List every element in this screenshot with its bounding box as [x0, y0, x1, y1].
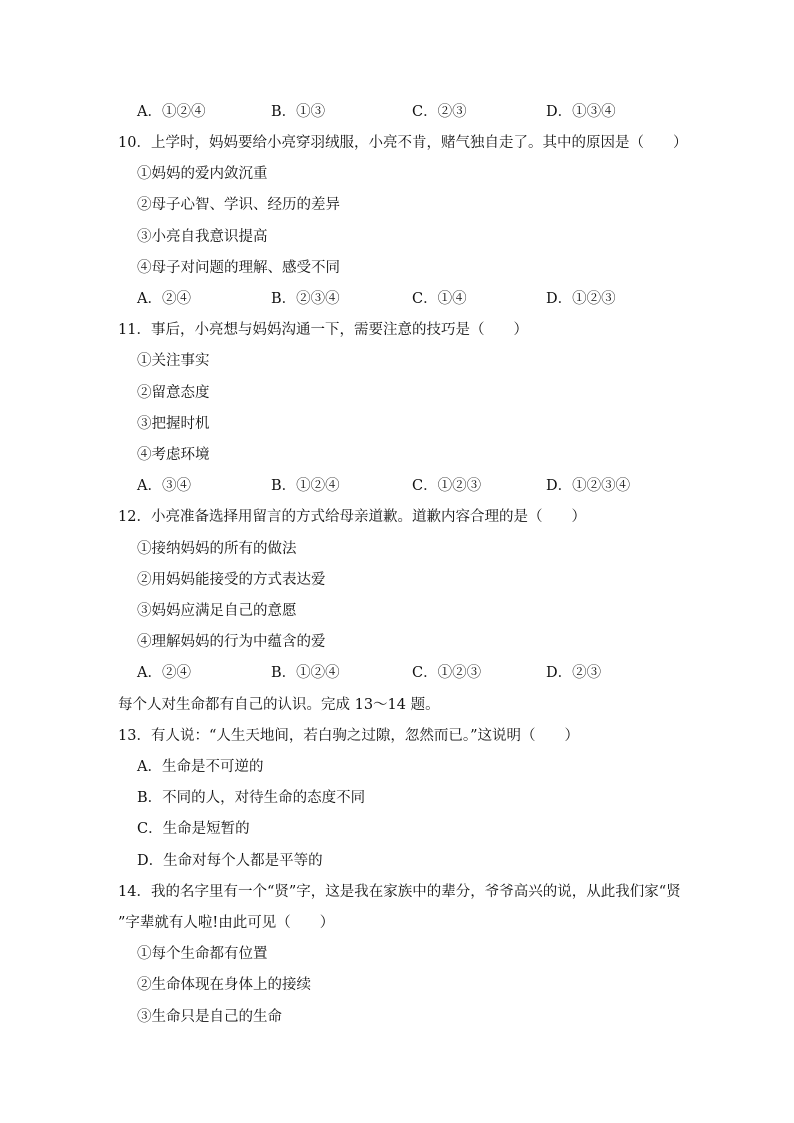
q11-item-1: ①关注事实	[137, 353, 210, 369]
q9-option-c[interactable]: C．②③	[412, 104, 467, 120]
q11-option-b[interactable]: B．①②④	[271, 478, 340, 494]
q10-option-c[interactable]: C．①④	[412, 291, 467, 307]
q10-option-d[interactable]: D．①②③	[546, 291, 616, 307]
q10-item-3: ③小亮自我意识提高	[137, 229, 268, 245]
q11-option-d[interactable]: D．①②③④	[546, 478, 631, 494]
q13-option-a[interactable]: A．生命是不可逆的	[137, 759, 264, 775]
section-intro: 每个人对生命都有自己的认识。完成 13～14 题。	[118, 697, 440, 713]
q13-option-c[interactable]: C．生命是短暂的	[137, 821, 250, 837]
q13-stem: 13．有人说：“人生天地间，若白驹之过隙，忽然而已。”这说明（ ）	[118, 728, 580, 744]
q9-option-a[interactable]: A．①②④	[137, 104, 206, 120]
q10-item-4: ④母子对问题的理解、感受不同	[137, 260, 340, 276]
q11-options	[137, 476, 697, 496]
q11-item-3: ③把握时机	[137, 416, 210, 432]
q13-option-d[interactable]: D．生命对每个人都是平等的	[137, 853, 323, 869]
q12-option-b[interactable]: B．①②④	[271, 665, 340, 681]
q12-item-3: ③妈妈应满足自己的意愿	[137, 603, 297, 619]
q10-item-1: ①妈妈的爱内敛沉重	[137, 166, 268, 182]
q9-option-b[interactable]: B．①③	[271, 104, 326, 120]
q12-stem: 12．小亮准备选择用留言的方式给母亲道歉。道歉内容合理的是（ ）	[118, 509, 586, 525]
q11-item-4: ④考虑环境	[137, 447, 210, 463]
q10-item-2: ②母子心智、学识、经历的差异	[137, 197, 340, 213]
q9-option-d[interactable]: D．①③④	[546, 104, 616, 120]
q11-item-2: ②留意态度	[137, 385, 210, 401]
q9-options	[137, 102, 697, 122]
q13-option-b[interactable]: B．不同的人，对待生命的态度不同	[137, 790, 366, 806]
q14-item-1: ①每个生命都有位置	[137, 946, 268, 962]
q12-option-d[interactable]: D．②③	[546, 665, 602, 681]
q12-item-2: ②用妈妈能接受的方式表达爱	[137, 572, 326, 588]
q12-option-a[interactable]: A．②④	[137, 665, 191, 681]
q14-item-2: ②生命体现在身体上的接续	[137, 977, 311, 993]
q11-option-a[interactable]: A．③④	[137, 478, 191, 494]
q14-stem-line-2: ”字辈就有人啦!由此可见（ ）	[118, 915, 335, 931]
q11-stem: 11．事后，小亮想与妈妈沟通一下，需要注意的技巧是（ ）	[118, 322, 528, 338]
q14-stem-line-1: 14．我的名字里有一个“贤”字，这是我在家族中的辈分，爷爷高兴的说，从此我们家“贤	[118, 884, 681, 900]
q12-item-1: ①接纳妈妈的所有的做法	[137, 541, 297, 557]
q10-option-a[interactable]: A．②④	[137, 291, 191, 307]
q10-stem: 10．上学时，妈妈要给小亮穿羽绒服，小亮不肯，赌气独自走了。其中的原因是（ ）	[118, 135, 688, 151]
q10-option-b[interactable]: B．②③④	[271, 291, 340, 307]
q12-options	[137, 663, 697, 683]
q12-option-c[interactable]: C．①②③	[412, 665, 482, 681]
q14-item-3: ③生命只是自己的生命	[137, 1009, 282, 1025]
q12-item-4: ④理解妈妈的行为中蕴含的爱	[137, 634, 326, 650]
q11-option-c[interactable]: C．①②③	[412, 478, 482, 494]
q10-options	[137, 289, 697, 309]
